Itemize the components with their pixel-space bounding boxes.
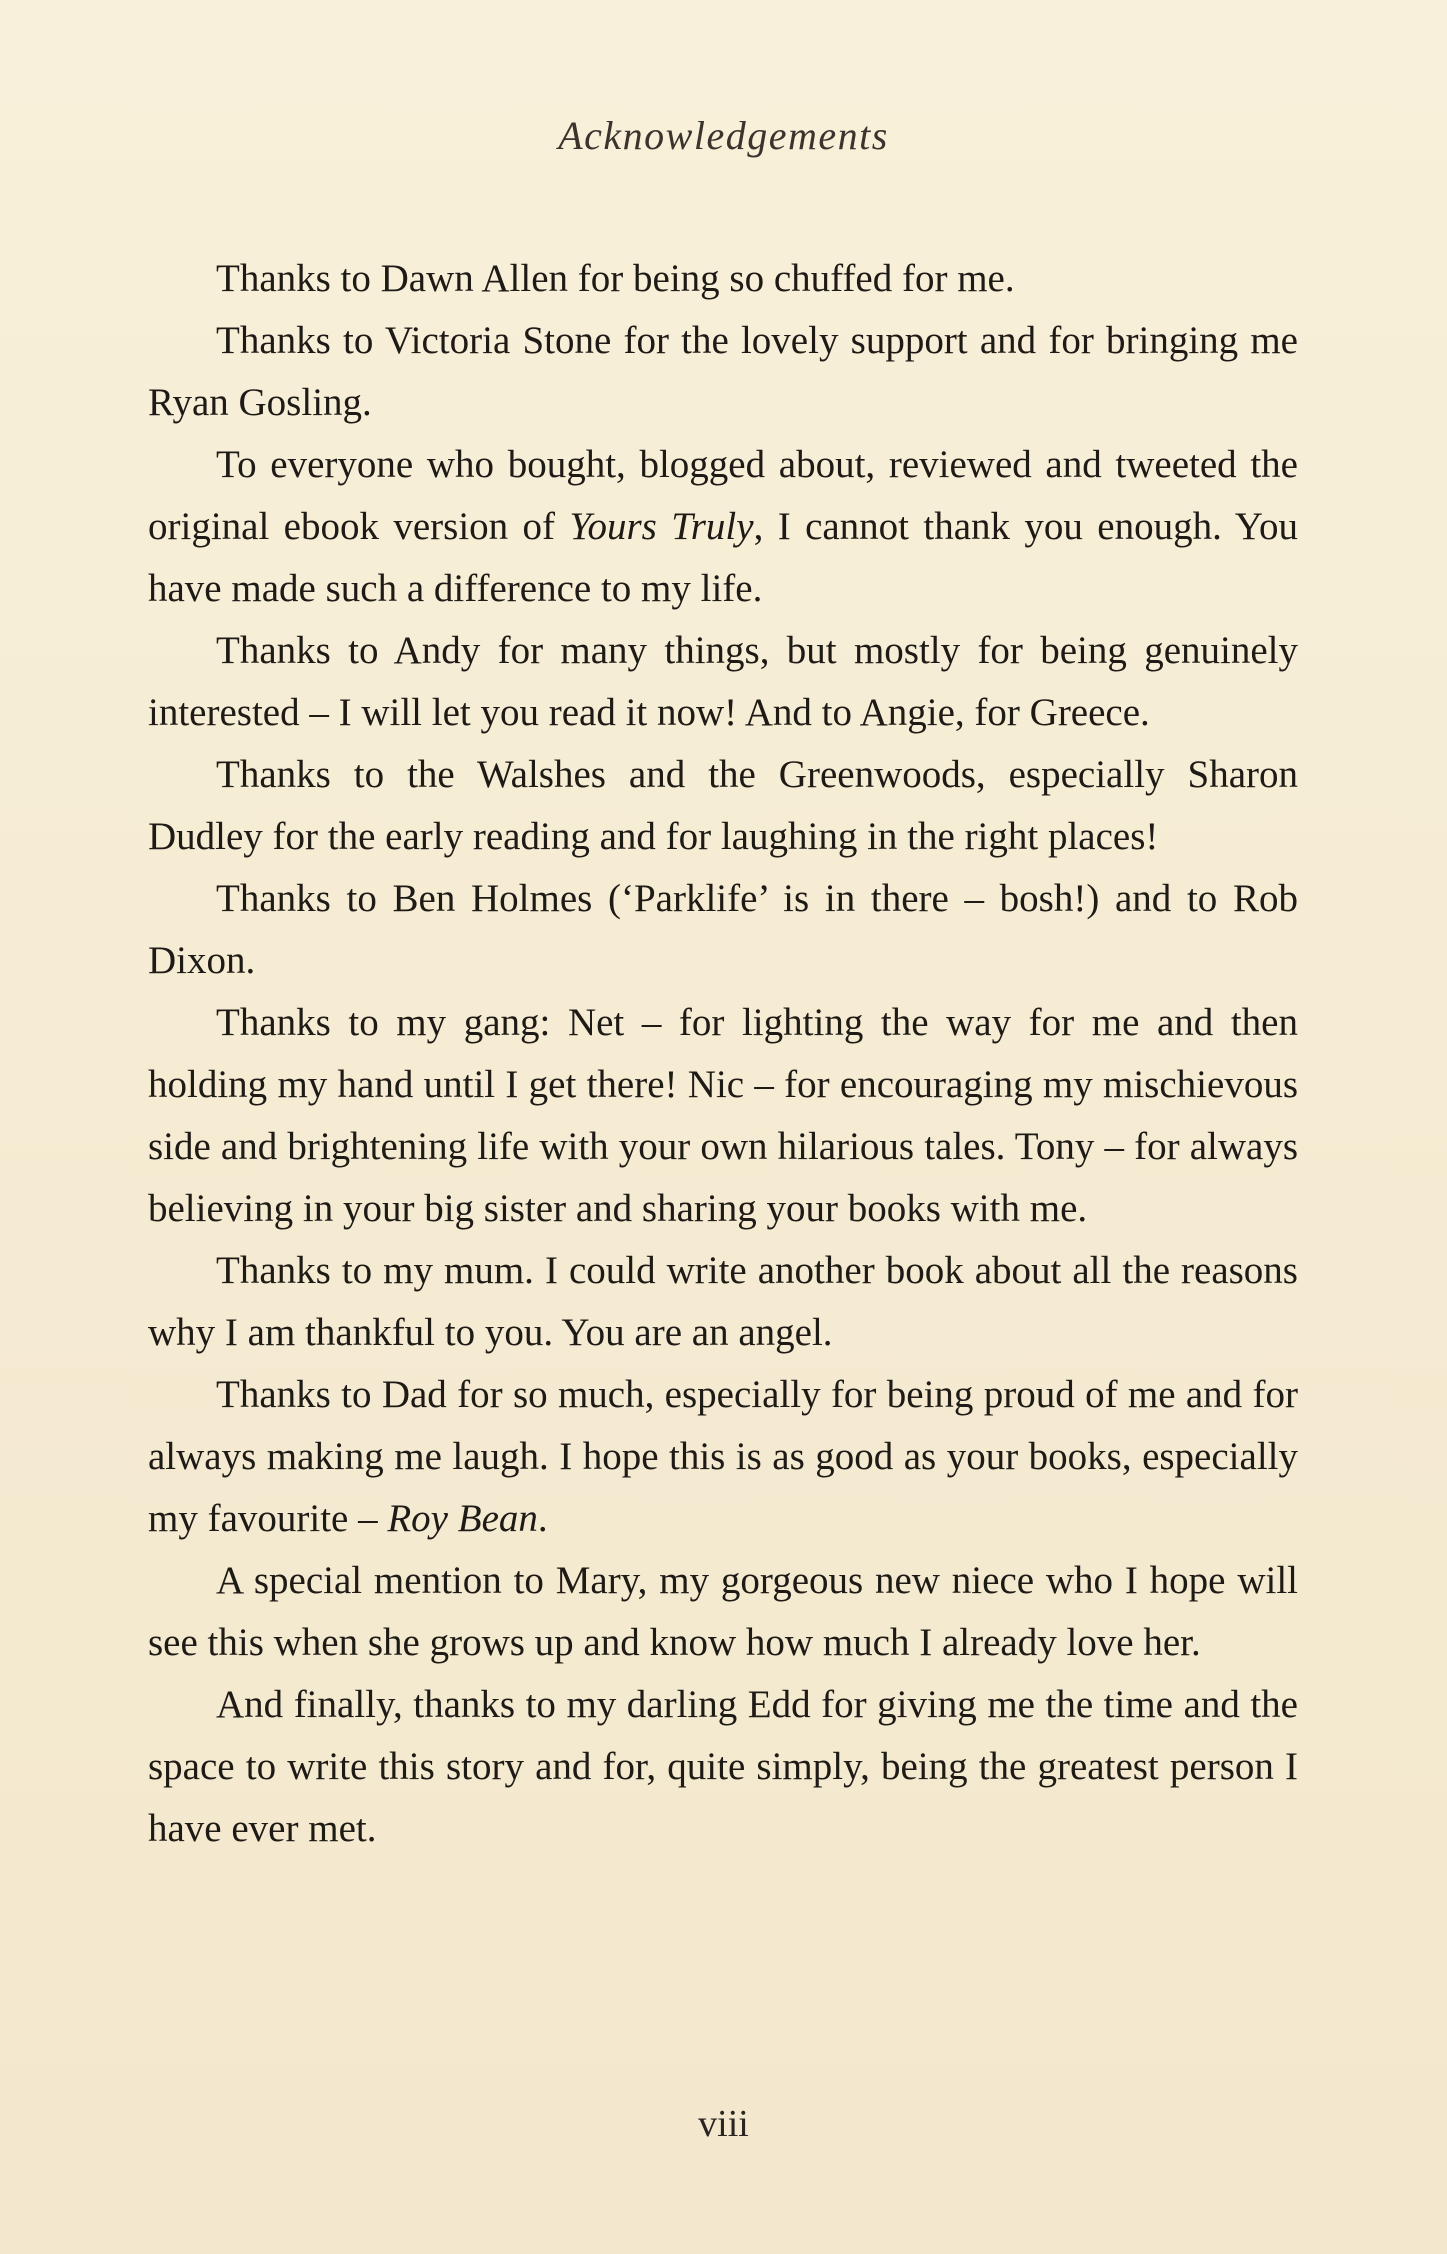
paragraph-ben-holmes: Thanks to Ben Holmes (‘Parklife’ is in there – bosh!) and to Rob Dixon. (148, 877, 1298, 982)
book-title-italic: Roy Bean (387, 1497, 538, 1540)
paragraph-ebook-readers (148, 434, 1298, 620)
running-head: Acknowledgements (558, 113, 889, 158)
paragraph-text: . (537, 1497, 548, 1540)
paragraph-edd: And finally, thanks to my darling Edd for giving me the time and the space to write this story and for, quite simply, being the greatest person I have ever met. (148, 1683, 1298, 1850)
paragraph-text: To everyone who bought, blogged about, reviewed and tweeted the original ebook version of (148, 443, 1298, 548)
paragraph-mum: Thanks to my mum. I could write another book about all the reasons why I am thankful to you. You are an angel. (148, 1249, 1298, 1354)
paragraph-andy-angie: Thanks to Andy for many things, but mostly for being genuinely interested – I will let you read it now! And to Angie, for Greece. (148, 629, 1298, 734)
paragraph-text: , I cannot thank you enough. You have made such a difference to my life. (148, 505, 1299, 610)
paragraph-text: Thanks to Dad for so much, especially for being proud of me and for always making me laugh. I hope this is as good as your books, especially my favourite – (148, 1373, 1298, 1540)
paragraph-dawn-allen: Thanks to Dawn Allen for being so chuffed for me. (216, 257, 1015, 300)
page-number: viii (698, 2103, 749, 2145)
book-title-italic: Yours Truly (569, 505, 754, 548)
paragraph-mary: A special mention to Mary, my gorgeous new niece who I hope will see this when she grows up and know how much I already love her. (148, 1559, 1298, 1664)
paragraph-victoria-stone: Thanks to Victoria Stone for the lovely support and for bringing me Ryan Gosling. (148, 319, 1298, 424)
paragraph-dad (148, 1364, 1298, 1550)
acknowledgements-text (148, 248, 1298, 1860)
paragraph-gang: Thanks to my gang: Net – for lighting the way for me and then holding my hand until I get there! Nic – for encouraging my mischievous side and brightening life with your own hilarious tales. Tony – for always believing in your big sister and sharing your books with me. (148, 1001, 1298, 1230)
paragraph-walshes-greenwoods: Thanks to the Walshes and the Greenwoods, especially Sharon Dudley for the early reading and for laughing in the right places! (148, 753, 1298, 858)
